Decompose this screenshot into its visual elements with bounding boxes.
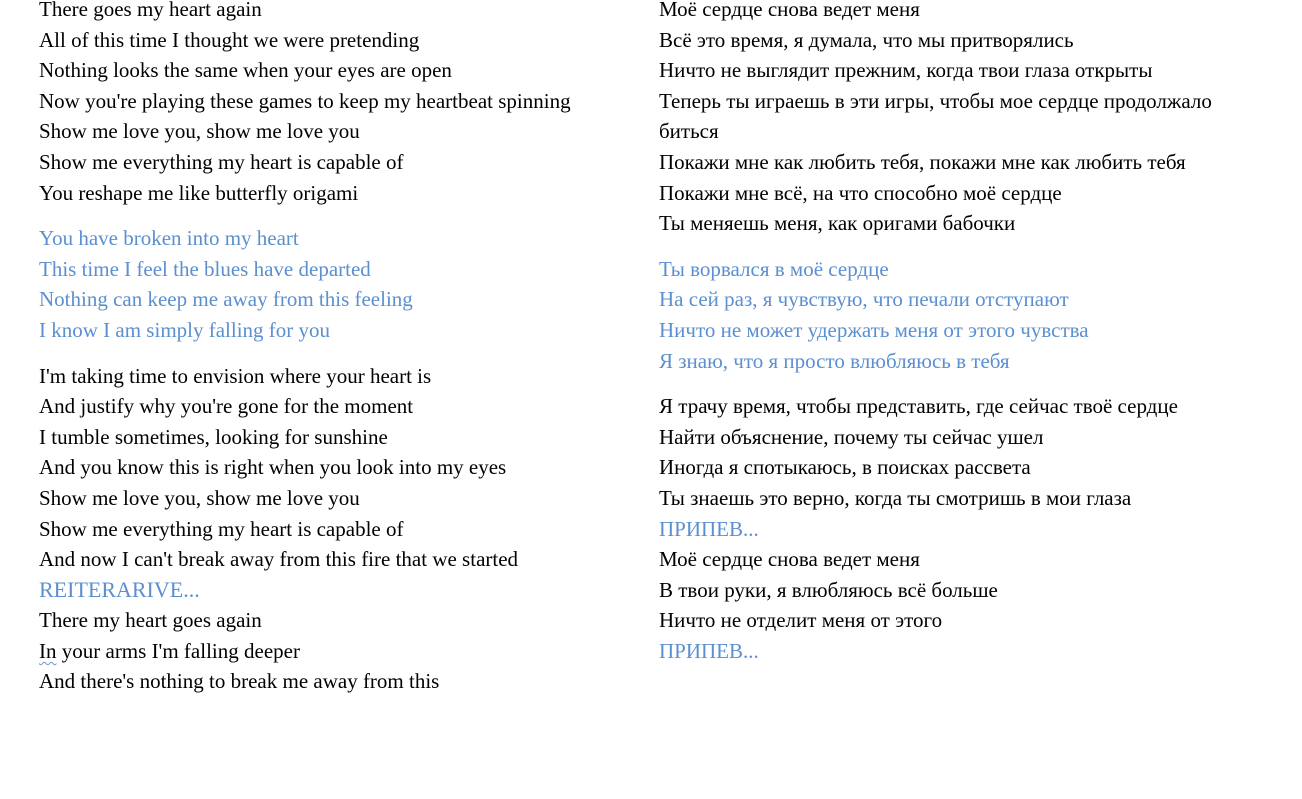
lyric-line: All of this time I thought we were pretending xyxy=(39,27,420,52)
chorus-marker: ПРИПЕВ... xyxy=(659,638,759,663)
lyric-line: Покажи мне всё, на что способно моё сердце xyxy=(659,180,1062,205)
lyric-line: Моё сердце снова ведет меня xyxy=(659,0,920,21)
chorus-line: Ничто не может удержать меня от этого чувства xyxy=(659,317,1089,342)
lyric-line: Покажи мне как любить тебя, покажи мне как любить тебя xyxy=(659,149,1186,174)
lyric-line: Теперь ты играешь в эти игры, чтобы мое сердце продолжало биться xyxy=(659,88,1212,144)
english-lyrics-column xyxy=(39,0,639,697)
chorus-marker: REITERARIVE... xyxy=(39,576,200,602)
lyric-line: Я трачу время, чтобы представить, где сейчас твоё сердце xyxy=(659,394,1178,419)
lyric-line: Ты меняешь меня, как оригами бабочки xyxy=(659,211,1016,236)
russian-verse-2 xyxy=(659,391,1269,513)
chorus-line: На сей раз, я чувствую, что печали отступают xyxy=(659,287,1069,312)
stanza-gap xyxy=(659,376,1269,391)
lyric-line: Найти объяснение, почему ты сейчас ушел xyxy=(659,424,1044,449)
lyric-line: Ты знаешь это верно, когда ты смотришь в мои глаза xyxy=(659,485,1132,510)
english-verse-1 xyxy=(39,0,639,208)
lyric-line: Now you're playing these games to keep my heartbeat spinning xyxy=(39,88,571,113)
lyric-line xyxy=(39,636,639,667)
lyric-line: I'm taking time to envision where your heart is xyxy=(39,363,432,388)
english-outro xyxy=(39,605,639,697)
lyric-line: And justify why you're gone for the moment xyxy=(39,394,414,419)
lyric-line: And you know this is right when you look into my eyes xyxy=(39,455,507,480)
stanza-gap xyxy=(39,208,639,223)
lyric-line: Nothing looks the same when your eyes are open xyxy=(39,58,452,83)
chorus-line: I know I am simply falling for you xyxy=(39,317,331,342)
chorus-marker: ПРИПЕВ... xyxy=(659,516,759,541)
lyric-line: You reshape me like butterfly origami xyxy=(39,180,359,205)
english-verse-2 xyxy=(39,361,639,575)
lyric-line: Ничто не выглядит прежним, когда твои глаза открыты xyxy=(659,58,1153,83)
lyric-line: And now I can't break away from this fire that we started xyxy=(39,547,519,572)
lyric-line: В твои руки, я влюбляюсь всё больше xyxy=(659,577,998,602)
lyric-line: And there's nothing to break me away from this xyxy=(39,669,440,694)
chorus-line: You have broken into my heart xyxy=(39,226,299,251)
stanza-gap xyxy=(39,346,639,361)
spellcheck-flag[interactable]: In xyxy=(39,638,57,663)
lyric-line: There goes my heart again xyxy=(39,0,262,21)
lyric-line: Show me love you, show me love you xyxy=(39,119,360,144)
russian-verse-1 xyxy=(659,0,1269,239)
lyric-line-rest: your arms I'm falling deeper xyxy=(56,638,300,663)
lyric-line: There my heart goes again xyxy=(39,608,262,633)
lyric-line: I tumble sometimes, looking for sunshine xyxy=(39,424,388,449)
english-chorus xyxy=(39,223,639,345)
chorus-line: Nothing can keep me away from this feeling xyxy=(39,287,413,312)
stanza-gap xyxy=(659,239,1269,254)
chorus-line: This time I feel the blues have departed xyxy=(39,256,371,281)
chorus-line: Ты ворвался в моё сердце xyxy=(659,256,889,281)
lyric-line: Show me everything my heart is capable of xyxy=(39,149,404,174)
lyric-line: Show me love you, show me love you xyxy=(39,485,360,510)
russian-chorus xyxy=(659,254,1269,376)
russian-outro xyxy=(659,544,1269,636)
lyric-line: Моё сердце снова ведет меня xyxy=(659,547,920,572)
lyric-line: Ничто не отделит меня от этого xyxy=(659,608,943,633)
chorus-line: Я знаю, что я просто влюбляюсь в тебя xyxy=(659,348,1010,373)
lyric-line: Иногда я спотыкаюсь, в поисках рассвета xyxy=(659,455,1031,480)
lyric-line: Show me everything my heart is capable of xyxy=(39,516,404,541)
russian-lyrics-column xyxy=(659,0,1269,666)
lyric-line: Всё это время, я думала, что мы притворялись xyxy=(659,27,1074,52)
